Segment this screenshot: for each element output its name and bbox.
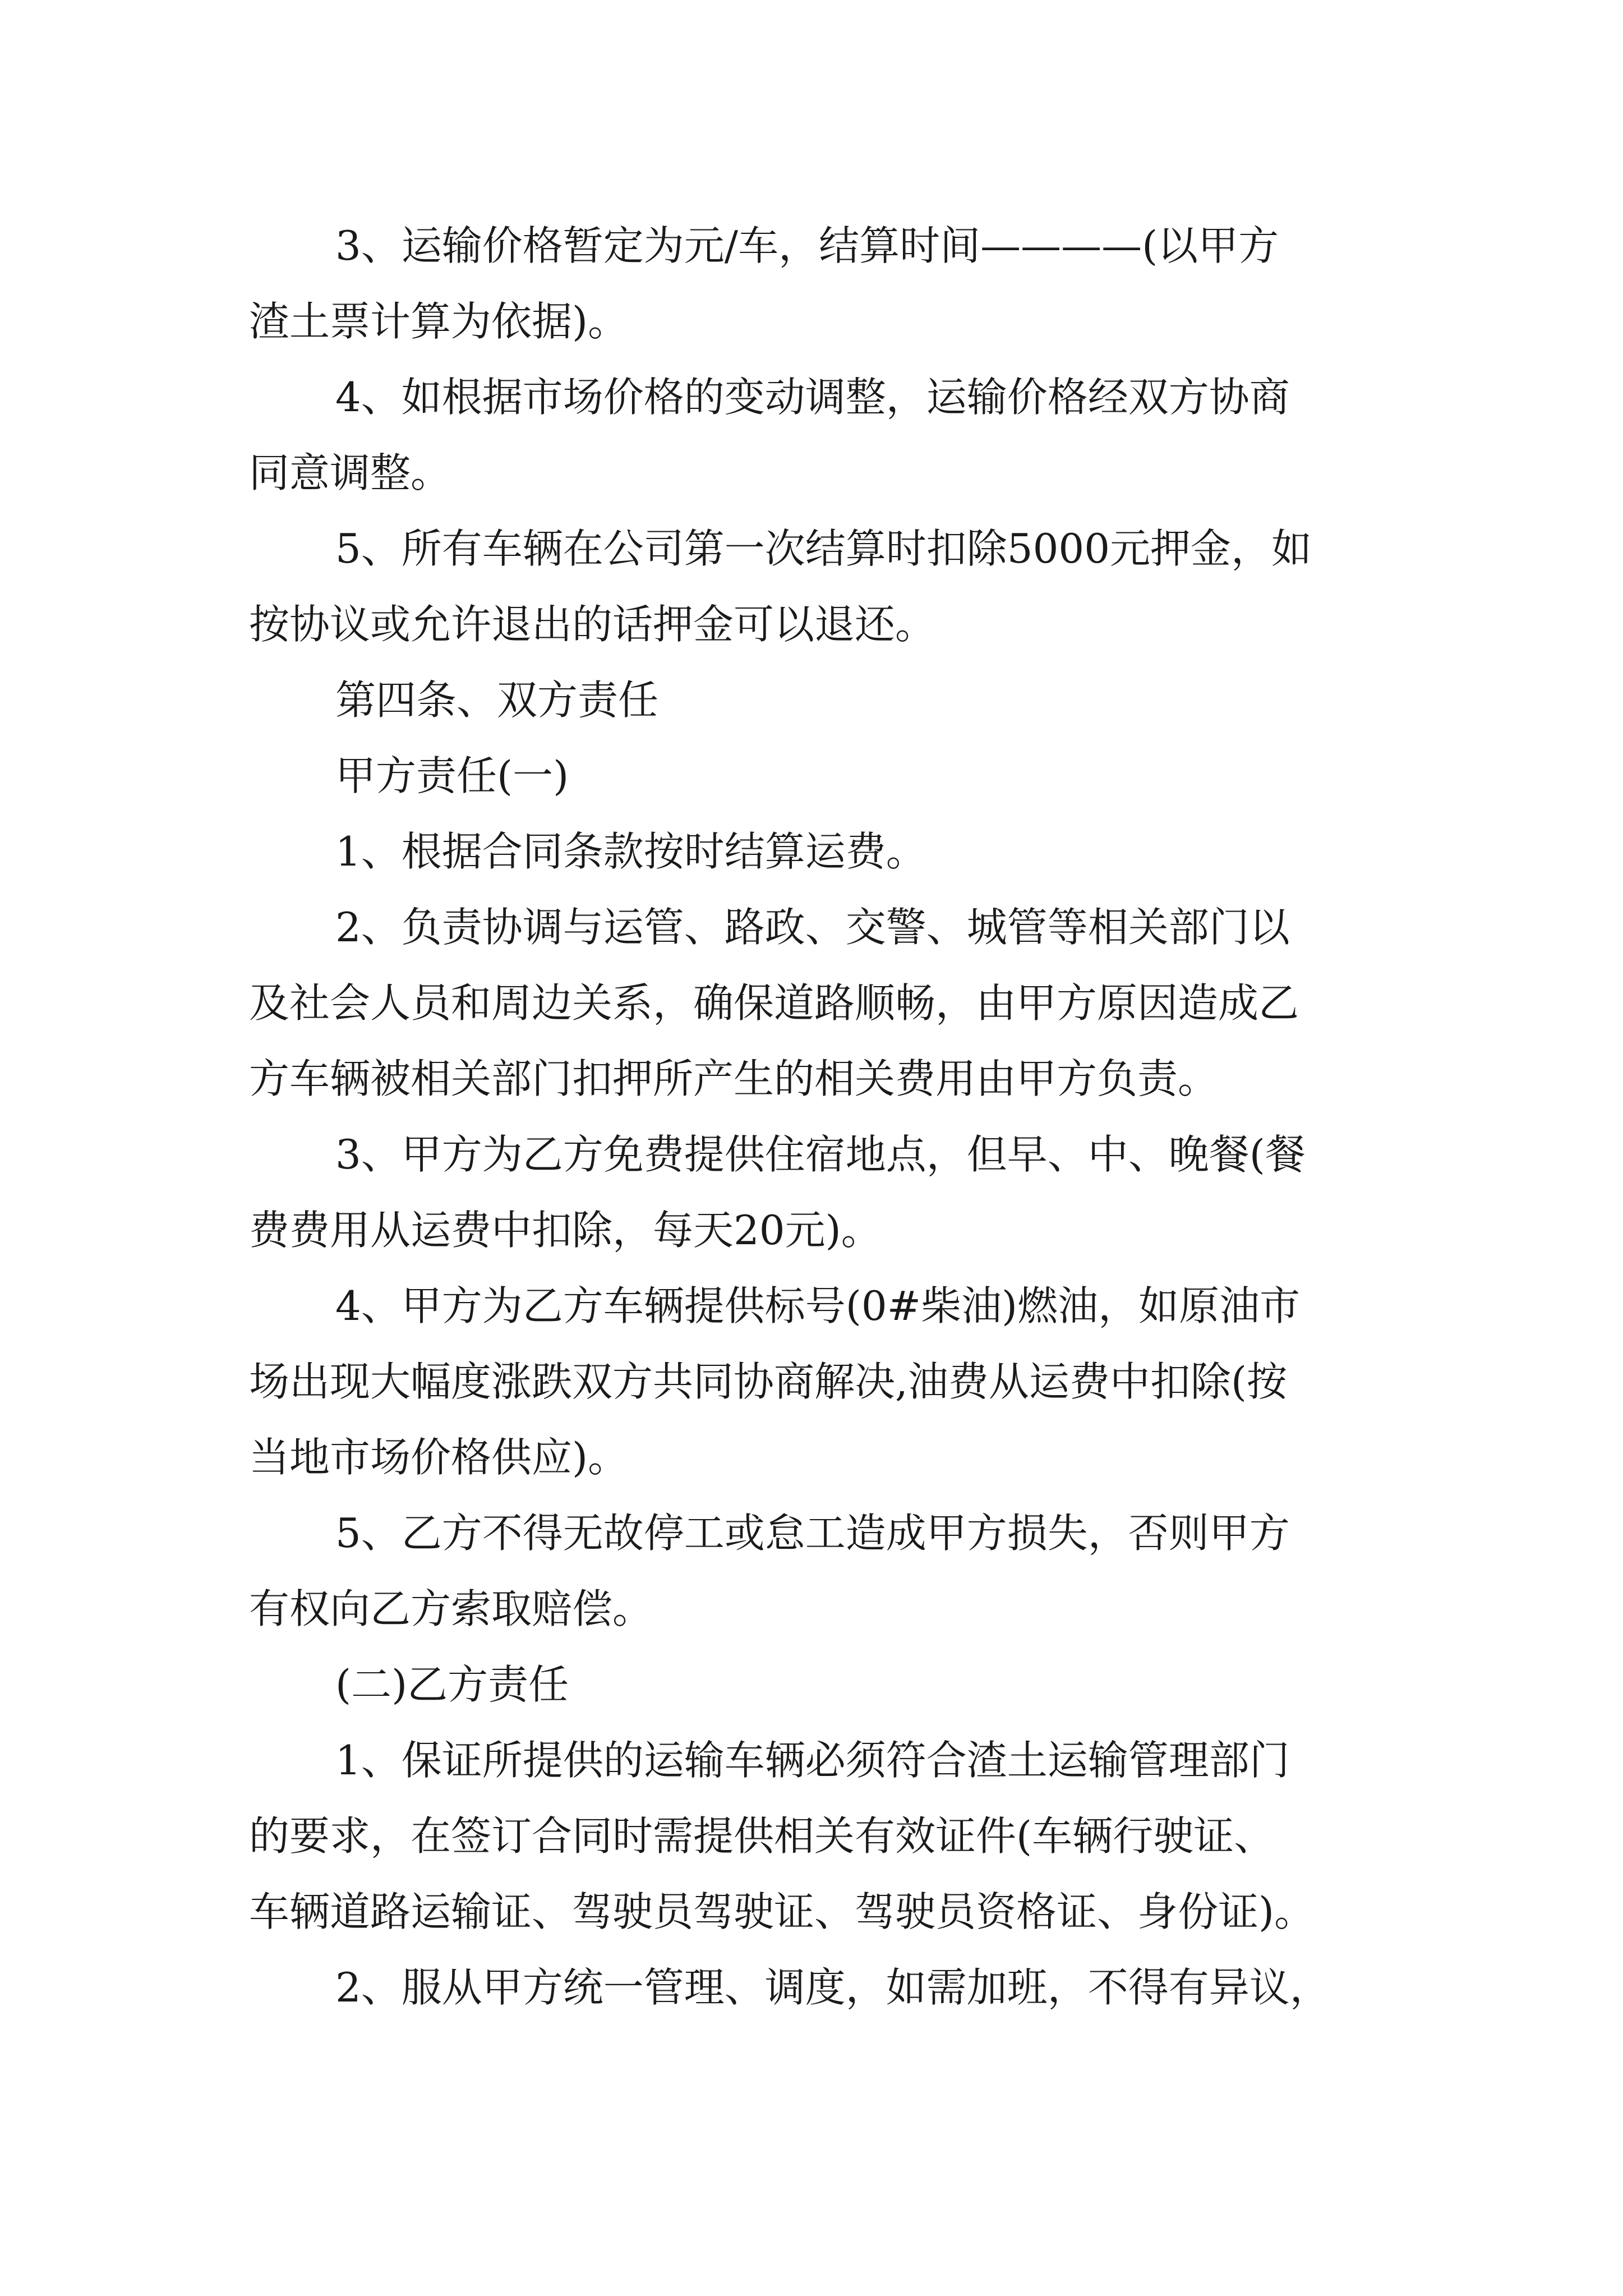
paragraph-line: 有权向乙方索取赔偿。: [249, 1585, 653, 1632]
paragraph-line: 4、甲方为乙方车辆提供标号(0#柴油)燃油，如原油市: [335, 1282, 1301, 1329]
paragraph-line: 1、根据合同条款按时结算运费。: [335, 828, 926, 875]
paragraph-line: 3、甲方为乙方免费提供住宿地点，但早、中、晚餐(餐: [335, 1131, 1306, 1178]
paragraph-line: 4、如根据市场价格的变动调整，运输价格经双方协商: [335, 374, 1290, 421]
paragraph-line: 5、所有车辆在公司第一次结算时扣除5000元押金，如: [335, 525, 1312, 572]
paragraph-line: 车辆道路运输证、驾驶员驾驶证、驾驶员资格证、身份证)。: [249, 1888, 1315, 1935]
paragraph-line: 2、负责协调与运管、路政、交警、城管等相关部门以: [335, 904, 1290, 951]
section-heading: 第四条、双方责任: [335, 677, 659, 724]
subsection-heading: (二)乙方责任: [335, 1661, 569, 1708]
paragraph-line: 同意调整。: [249, 449, 451, 496]
subsection-heading: 甲方责任(一): [335, 752, 569, 799]
paragraph-line: 5、乙方不得无故停工或怠工造成甲方损失，否则甲方: [335, 1510, 1290, 1557]
paragraph-line: 方车辆被相关部门扣押所产生的相关费用由甲方负责。: [249, 1055, 1219, 1102]
paragraph-line: 场出现大幅度涨跌双方共同协商解决,油费从运费中扣除(按: [249, 1358, 1287, 1405]
paragraph-line: 及社会人员和周边关系，确保道路顺畅，由甲方原因造成乙: [249, 979, 1299, 1027]
paragraph-line: 按协议或允许退出的话押金可以退还。: [249, 601, 936, 648]
paragraph-line: 渣土票计算为依据)。: [249, 298, 629, 345]
paragraph-line: 3、运输价格暂定为元/车，结算时间————(以甲方: [335, 222, 1279, 269]
paragraph-line: 1、保证所提供的运输车辆必须符合渣土运输管理部门: [335, 1737, 1290, 1784]
paragraph-line: 的要求，在签订合同时需提供相关有效证件(车辆行驶证、: [249, 1812, 1275, 1860]
paragraph-line: 2、服从甲方统一管理、调度，如需加班，不得有异议，: [335, 1964, 1330, 2011]
paragraph-line: 费费用从运费中扣除，每天20元)。: [249, 1207, 882, 1254]
paragraph-line: 当地市场价格供应)。: [249, 1434, 629, 1481]
